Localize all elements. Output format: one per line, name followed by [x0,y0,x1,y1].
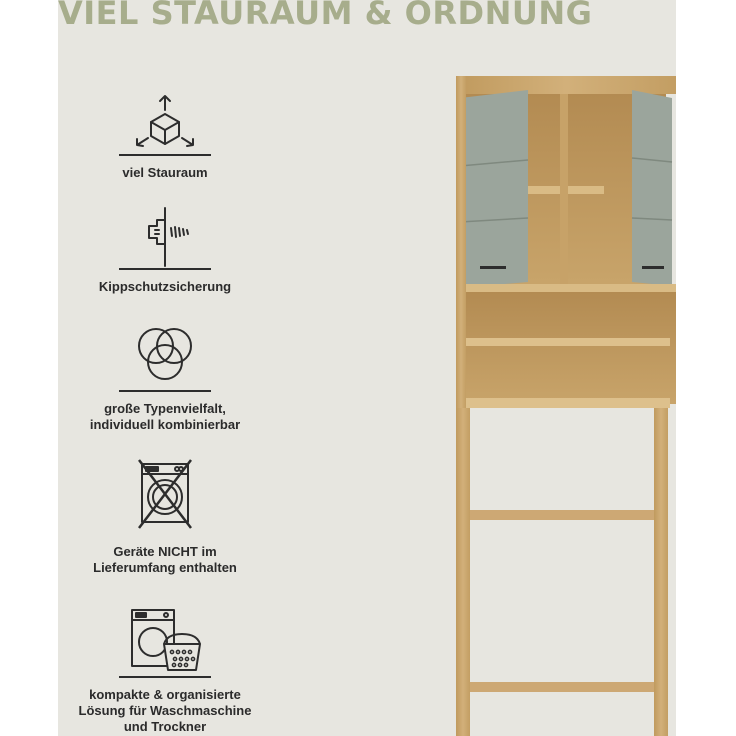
upper-divider [560,94,568,284]
open-shelf-area [456,292,676,404]
washer-laundry-basket-icon [120,604,210,676]
overlapping-circles-icon [129,318,201,390]
feature-devices-not-included [70,450,260,576]
left-leg-panel [456,408,470,736]
anti-tip-screw-icon [129,206,201,268]
feature-anti-tip [70,206,260,295]
feature-label: Kippschutzsicherung [98,279,232,294]
middle-shelf [462,338,670,346]
cross-bar [470,510,654,520]
divider [119,676,211,678]
divider [119,154,211,156]
feature-label: Geräte NICHT im Lieferumfang enthalten [93,544,237,575]
feature-label: kompakte & organisierte Lösung für Waschmaschine und Trockner [78,687,252,734]
divider [119,390,211,392]
feature-variety [70,318,260,433]
shelf-board [456,284,676,292]
divider [119,268,211,270]
feature-storage [70,92,260,181]
cross-bar [470,682,654,692]
right-leg-panel [654,408,668,736]
feature-compact-solution [70,604,260,735]
bathroom-cabinet-illustration [456,76,676,736]
feature-label: große Typenvielfalt, individuell kombinierbar [89,401,241,432]
washing-machine-crossed-icon [129,450,201,536]
cabinet-top [456,76,676,94]
feature-label: viel Stauraum [122,165,208,180]
cube-arrows-icon [129,92,201,154]
bottom-shelf [462,398,670,408]
left-door [460,90,528,288]
headline: VIEL STAURAUM & ORDNUNG [58,0,593,32]
right-door [632,90,672,286]
